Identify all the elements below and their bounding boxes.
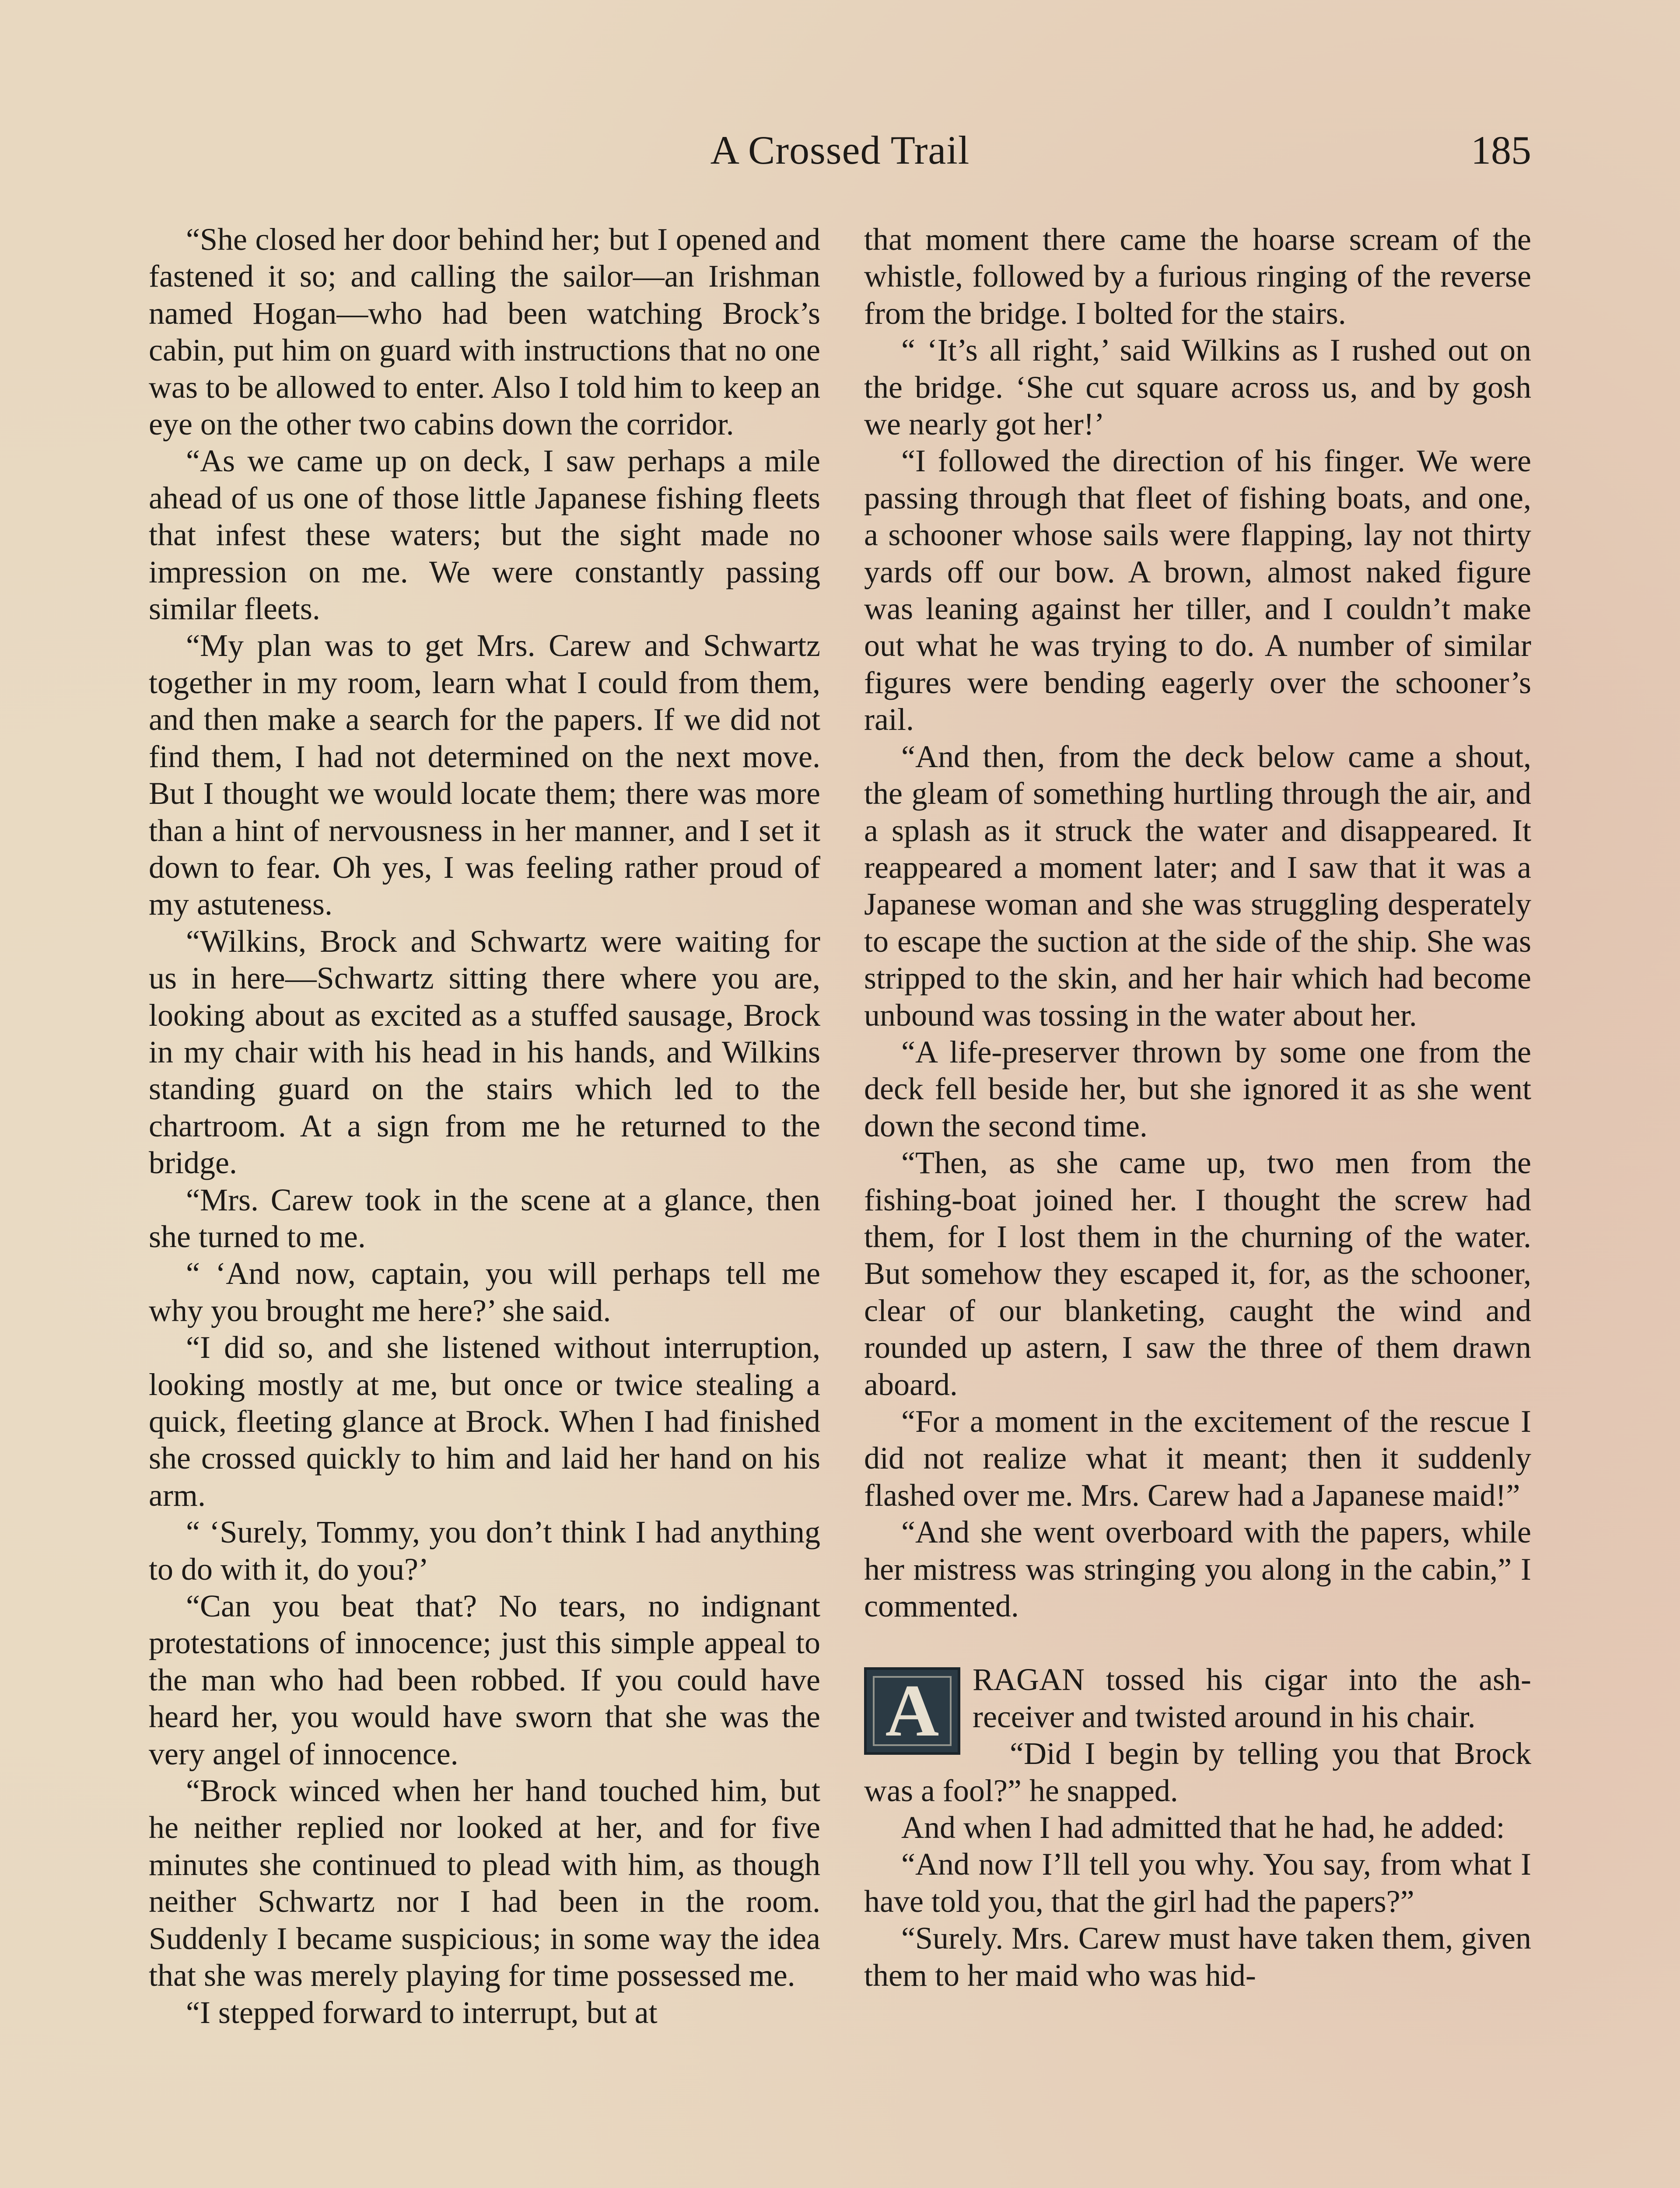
paragraph: “For a moment in the excitement of the rescue I did not realize what it meant; then it suddenly flashed over me. Mrs. Carew had a Japanese maid!”: [864, 1404, 1531, 1513]
paragraph: “And now I’ll tell you why. You say, from what I have told you, that the girl had the papers?”: [864, 1847, 1531, 1919]
paragraph: “I followed the direction of his finger. We were passing through that fleet of fishing boats, and one, a schooner whose sails were flapping, lay not thirty yards off our bow. A brown, almost naked figure was leaning against her tiller, and I couldn’t make out what he was trying to do. A number of similar figures were bending eagerly over the schooner’s rail.: [864, 443, 1531, 737]
paragraph: “Surely. Mrs. Carew must have taken them, given them to her maid who was hid-: [864, 1921, 1531, 1993]
dropcap-letter: A: [864, 1667, 960, 1755]
page-number: 185: [1471, 128, 1531, 172]
page-header: [149, 127, 1531, 188]
paragraph: “Mrs. Carew took in the scene at a glance, then she turned to me.: [149, 1182, 820, 1254]
right-column: [864, 221, 1531, 1994]
paragraph: “I did so, and she listened without interruption, looking mostly at me, but once or twice stealing a quick, fleeting glance at Brock. When I had finished she crossed quickly to him and laid her hand on his arm.: [149, 1330, 820, 1513]
paragraph: “Did I begin by telling you that Brock was a fool?” he snapped.: [864, 1736, 1531, 1808]
paragraph: “Wilkins, Brock and Schwartz were waiting for us in here—Schwartz sitting there where you are, looking about as excited as a stuffed sausage, Brock in my chair with his head in his hands, and Wilkins standing guard on the stairs which led to the chartroom. At a sign from me he returned to the bridge.: [149, 923, 820, 1181]
paragraph: “And then, from the deck below came a shout, the gleam of something hurtling through the air, and a splash as it struck the water and disappeared. It reappeared a moment later; and I saw that it was a Japanese woman and she was struggling desperately to escape the suction at the side of the ship. She was stripped to the skin, and her hair which had become unbound was tossing in the water about her.: [864, 739, 1531, 1033]
paragraph: “I stepped forward to interrupt, but at: [186, 1995, 658, 2030]
left-column: [149, 221, 820, 2031]
paragraph: “ ‘And now, captain, you will perhaps tell me why you brought me here?’ she said.: [149, 1256, 820, 1328]
paragraph: “ ‘It’s all right,’ said Wilkins as I rushed out on the bridge. ‘She cut square across us, and by gosh we nearly got her!’: [864, 333, 1531, 442]
paragraph: “Brock winced when her hand touched him, but he neither replied nor looked at her, and for five minutes she continued to plead with him, as though neither Schwartz nor I had been in the room. Suddenly I became suspicious; in some way the idea that she was merely playing for time possessed me.: [149, 1773, 820, 1993]
paragraph: “And she went overboard with the papers, while her mistress was stringing you along in the cabin,” I commented.: [864, 1515, 1531, 1624]
paragraph: And when I had admitted that he had, he added:: [901, 1810, 1505, 1845]
running-title: A Crossed Trail: [710, 128, 970, 172]
paragraph: “As we came up on deck, I saw perhaps a mile ahead of us one of those little Japanese fishing fleets that infest these waters; but the sight made no impression on me. We were constantly passing similar fleets.: [149, 443, 820, 627]
paragraph: “My plan was to get Mrs. Carew and Schwartz together in my room, learn what I could from them, and then make a search for the papers. If we did not find them, I had not determined on the next move. But I thought we would locate them; there was more than a hint of nervousness in her manner, and I set it down to fear. Oh yes, I was feeling rather proud of my astuteness.: [149, 628, 820, 922]
dropcap-paragraph: [864, 1661, 1531, 1752]
paragraph: “Can you beat that? No tears, no indignant protestations of innocence; just this simple appeal to the man who had been robbed. If you could have heard her, you would have sworn that she was the very angel of innocence.: [149, 1588, 820, 1771]
paragraph: “She closed her door behind her; but I opened and fastened it so; and calling the sailor—an Irishman named Hogan—who had been watching Brock’s cabin, put him on guard with instructions that no one was to be allowed to enter. Also I told him to keep an eye on the other two cabins down the corridor.: [149, 222, 820, 442]
paragraph: “Then, as she came up, two men from the fishing-boat joined her. I thought the screw had them, for I lost them in the churning of the water. But somehow they escaped it, for, as the schooner, clear of our blanketing, caught the wind and rounded up astern, I saw the three of them drawn aboard.: [864, 1145, 1531, 1402]
paragraph: “A life-preserver thrown by some one from the deck fell beside her, but she ignored it as she went down the second time.: [864, 1034, 1531, 1143]
paragraph-continuation: that moment there came the hoarse scream of the whistle, followed by a furious ringing of the reverse from the bridge. I bolted for the stairs.: [864, 222, 1531, 331]
paragraph: RAGAN tossed his cigar into the ash-receiver and twisted around in his chair.: [973, 1662, 1531, 1734]
paragraph: “ ‘Surely, Tommy, you don’t think I had anything to do with it, do you?’: [149, 1515, 820, 1587]
